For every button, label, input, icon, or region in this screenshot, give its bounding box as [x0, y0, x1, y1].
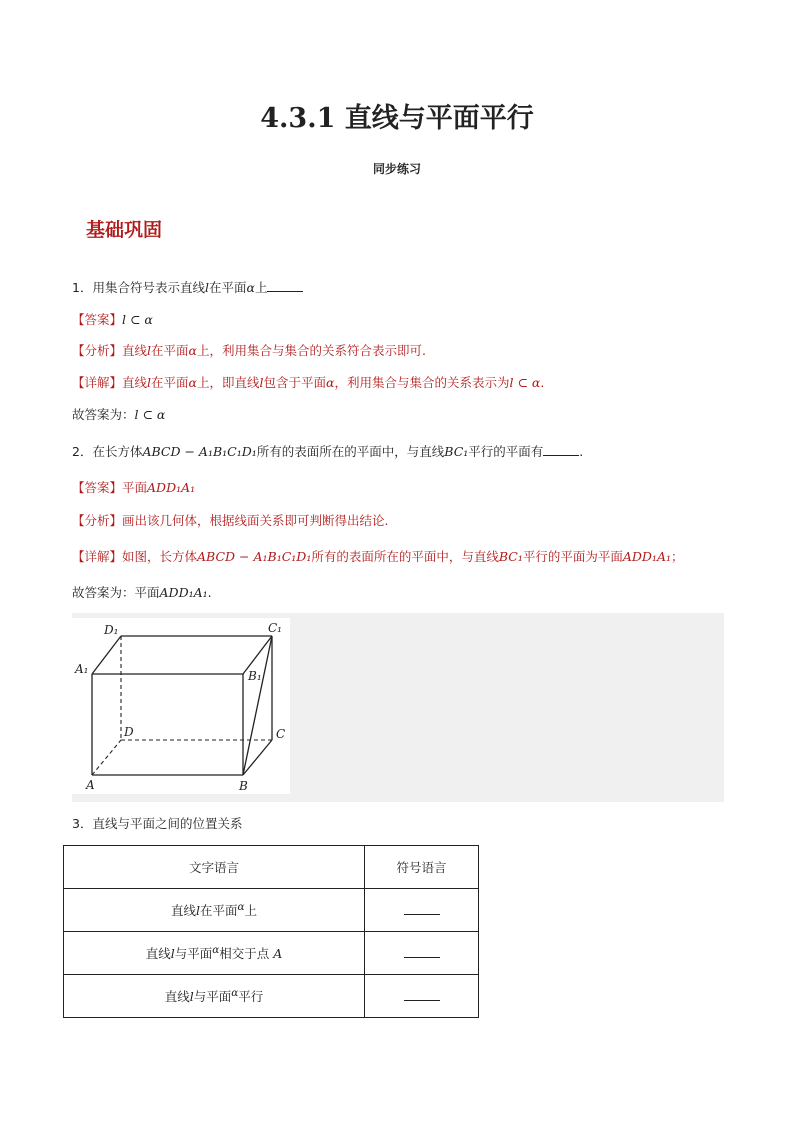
label-a1: A₁: [75, 662, 89, 676]
table-row: [64, 889, 479, 932]
table-cell-text: 直线l与平面$^\alpha$平行: [64, 975, 365, 1018]
question-1: 1．用集合符号表示直线l在平面α上: [72, 279, 303, 297]
table-header-row: [64, 846, 479, 889]
q1-analysis: 【分析】直线l在平面α上，利用集合与集合的关系符合表示即可.: [72, 343, 426, 358]
label-b1: B₁: [248, 669, 262, 683]
edge-bc: [243, 740, 272, 775]
table-row: [64, 975, 479, 1018]
table-header: 符号语言: [365, 846, 479, 889]
label-d1: D₁: [104, 623, 119, 637]
segment-bc1: [243, 636, 272, 775]
figure-cuboid: [72, 618, 290, 794]
q2-detail: 【详解】如图，长方体ABCD − A₁B₁C₁D₁所有的表面所在的平面中，与直线BC₁平行的平面为平面ADD₁A₁；: [72, 549, 684, 564]
hidden-edge-ad: [92, 740, 121, 775]
q1-final: 故答案为：l ⊂ α: [72, 407, 166, 422]
table-header: 文字语言: [64, 846, 365, 889]
table-cell-symbol: [365, 932, 479, 975]
relation-table: [63, 845, 479, 1018]
table-cell-symbol: [365, 975, 479, 1018]
edge-a1d1: [92, 636, 121, 674]
q2-analysis: 【分析】画出该几何体，根据线面关系即可判断得出结论.: [72, 513, 389, 528]
answer-blank: [404, 904, 440, 915]
table-row: [64, 932, 479, 975]
q1-answer: 【答案】l ⊂ α: [72, 312, 153, 327]
label-a: A: [86, 778, 95, 792]
label-c1: C₁: [268, 621, 282, 635]
answer-blank: [543, 443, 579, 456]
cuboid-diagram: [72, 618, 290, 794]
label-d: D: [124, 725, 134, 739]
label-b: B: [239, 779, 248, 793]
page-title: 4.3.1 直线与平面平行: [260, 103, 534, 134]
q2-final: 故答案为：平面ADD₁A₁.: [72, 585, 212, 600]
q1-detail: 【详解】直线l在平面α上，即直线l包含于平面α，利用集合与集合的关系表示为l ⊂ α.: [72, 375, 545, 390]
answer-blank: [404, 990, 440, 1001]
table-cell-text: 直线l与平面$^\alpha$相交于点 A: [64, 932, 365, 975]
q2-answer: 【答案】平面ADD₁A₁: [72, 480, 196, 495]
page-subtitle: 同步练习: [372, 162, 421, 176]
label-c: C: [276, 727, 286, 741]
table-cell-symbol: [365, 889, 479, 932]
question-2: 2．在长方体ABCD − A₁B₁C₁D₁所有的表面所在的平面中，与直线BC₁平行的平面有 .: [72, 444, 584, 459]
answer-blank: [404, 947, 440, 958]
question-3: 3．直线与平面之间的位置关系: [72, 816, 243, 831]
table-cell-text: 直线l在平面$^\alpha$上: [64, 889, 365, 932]
section-heading: 基础巩固: [86, 219, 163, 241]
answer-blank: [267, 279, 303, 292]
